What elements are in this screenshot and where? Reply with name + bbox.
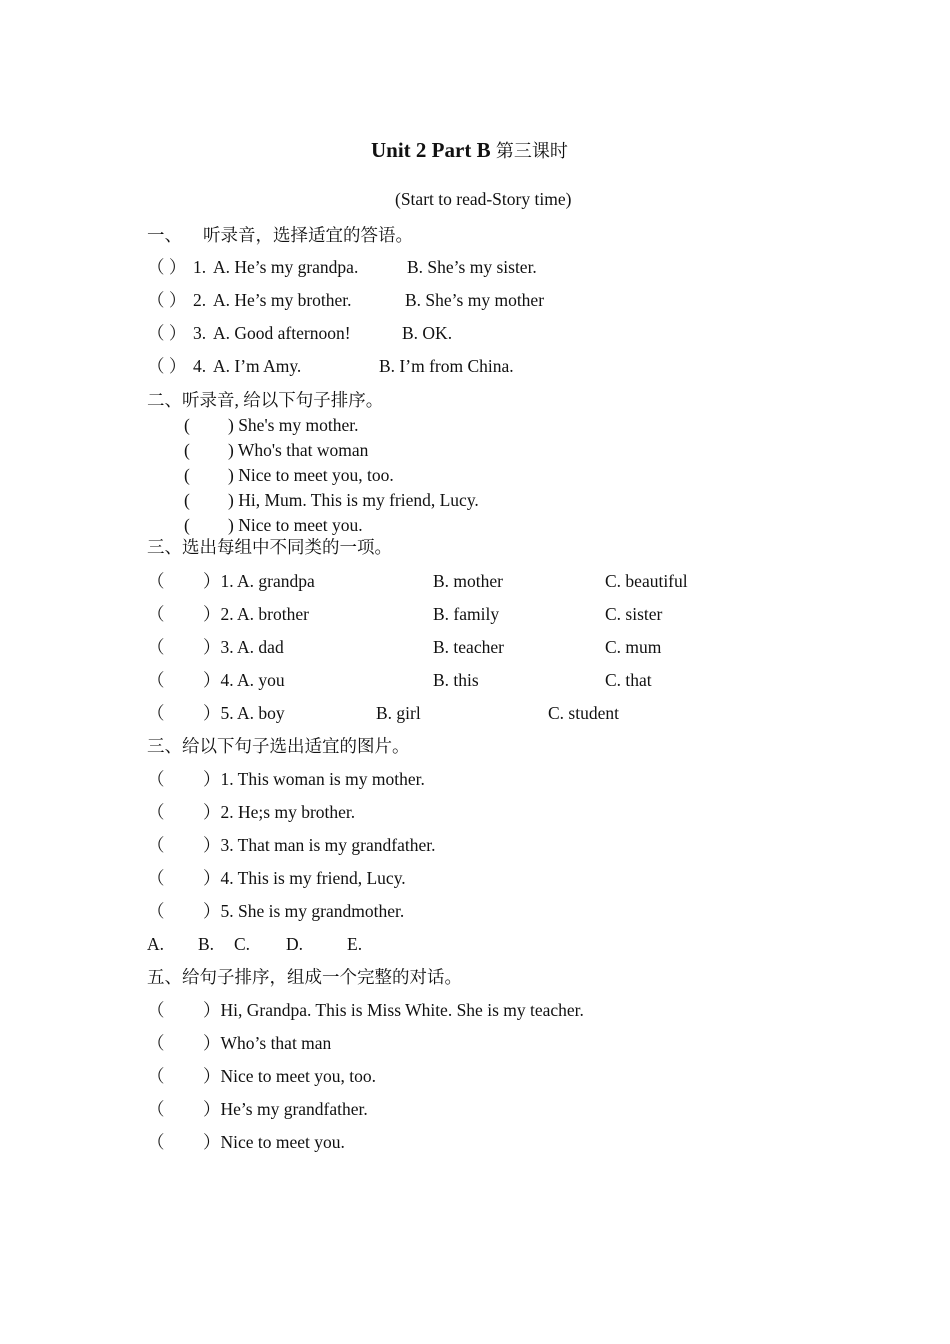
question-number: 4. bbox=[193, 356, 207, 376]
option-a: ）4. A. you bbox=[203, 670, 285, 690]
sentence: ）4. This is my friend, Lucy. bbox=[203, 868, 406, 888]
option-a: A. He’s my grandpa. bbox=[213, 257, 359, 277]
order-bracket[interactable]: ( bbox=[184, 440, 190, 460]
option-b: B. mother bbox=[433, 571, 503, 591]
sentence: ）Nice to meet you. bbox=[203, 1132, 345, 1152]
order-bracket[interactable]: （ bbox=[147, 1099, 165, 1119]
question-number: 2. bbox=[193, 290, 207, 310]
option-a: ）1. A. grandpa bbox=[203, 571, 315, 591]
answer-bracket[interactable]: （ ） bbox=[147, 257, 187, 277]
option-b: B. She’s my mother bbox=[405, 290, 545, 310]
section1-heading-num: 一、 bbox=[147, 225, 182, 245]
option-c: C. sister bbox=[605, 604, 663, 624]
answer-bracket[interactable]: （ ） bbox=[147, 323, 187, 343]
order-bracket[interactable]: ( bbox=[184, 490, 190, 510]
answer-bracket[interactable]: （ bbox=[147, 571, 165, 591]
answer-bracket[interactable]: （ bbox=[147, 604, 165, 624]
question-number: 3. bbox=[193, 323, 207, 343]
order-bracket[interactable]: （ bbox=[147, 1066, 165, 1086]
subtitle: (Start to read-Story time) bbox=[395, 189, 572, 209]
option-c: C. that bbox=[605, 670, 652, 690]
option-a: A. He’s my brother. bbox=[213, 290, 352, 310]
order-bracket[interactable]: ( bbox=[184, 415, 190, 435]
option-a: ）3. A. dad bbox=[203, 637, 284, 657]
option-b: B. She’s my sister. bbox=[407, 257, 537, 277]
option-a: A. I’m Amy. bbox=[213, 356, 302, 376]
option-b: B. I’m from China. bbox=[379, 356, 514, 376]
answer-bracket[interactable]: （ bbox=[147, 835, 165, 855]
sentence: ）Hi, Grandpa. This is Miss White. She is my teacher. bbox=[203, 1000, 584, 1020]
sentence: ）2. He;s my brother. bbox=[203, 802, 356, 822]
section3-heading: 三、选出每组中不同类的一项。 bbox=[147, 537, 392, 557]
picture-option: B. bbox=[198, 934, 215, 954]
sentence: ）1. This woman is my mother. bbox=[203, 769, 425, 789]
option-b: B. teacher bbox=[433, 637, 504, 657]
option-a: A. Good afternoon! bbox=[213, 323, 351, 343]
sentence: ) Nice to meet you, too. bbox=[228, 465, 394, 485]
picture-option: C. bbox=[234, 934, 251, 954]
sentence: ) Who's that woman bbox=[228, 440, 369, 460]
option-c: C. student bbox=[548, 703, 619, 723]
answer-bracket[interactable]: （ bbox=[147, 901, 165, 921]
section1-heading: 听录音，选择适宜的答语。 bbox=[203, 225, 413, 245]
answer-bracket[interactable]: （ ） bbox=[147, 290, 187, 310]
section4-heading: 三、给以下句子选出适宜的图片。 bbox=[147, 736, 410, 756]
option-b: B. this bbox=[433, 670, 479, 690]
picture-option: D. bbox=[286, 934, 304, 954]
answer-bracket[interactable]: （ bbox=[147, 670, 165, 690]
option-b: B. OK. bbox=[402, 323, 453, 343]
order-bracket[interactable]: （ bbox=[147, 1033, 165, 1053]
answer-bracket[interactable]: （ bbox=[147, 769, 165, 789]
option-a: ）5. A. boy bbox=[203, 703, 285, 723]
sentence: ）Nice to meet you, too. bbox=[203, 1066, 377, 1086]
answer-bracket[interactable]: （ ） bbox=[147, 356, 187, 376]
order-bracket[interactable]: （ bbox=[147, 1000, 165, 1020]
order-bracket[interactable]: （ bbox=[147, 1132, 165, 1152]
answer-bracket[interactable]: （ bbox=[147, 703, 165, 723]
section5-heading: 五、给句子排序，组成一个完整的对话。 bbox=[147, 967, 462, 987]
title-lesson: 第三课时 bbox=[495, 141, 568, 161]
order-bracket[interactable]: ( bbox=[184, 465, 190, 485]
picture-option: A. bbox=[147, 934, 165, 954]
option-c: C. mum bbox=[605, 637, 662, 657]
sentence: ）Who’s that man bbox=[203, 1033, 332, 1053]
question-number: 1. bbox=[193, 257, 207, 277]
sentence: ) Hi, Mum. This is my friend, Lucy. bbox=[228, 490, 479, 510]
sentence: ）He’s my grandfather. bbox=[203, 1099, 368, 1119]
sentence: ）3. That man is my grandfather. bbox=[203, 835, 436, 855]
answer-bracket[interactable]: （ bbox=[147, 868, 165, 888]
option-b: B. family bbox=[433, 604, 500, 624]
section2-heading: 二、听录音, 给以下句子排序。 bbox=[147, 390, 384, 410]
option-c: C. beautiful bbox=[605, 571, 688, 591]
sentence: ）5. She is my grandmother. bbox=[203, 901, 405, 921]
answer-bracket[interactable]: （ bbox=[147, 802, 165, 822]
page-title bbox=[371, 140, 568, 161]
sentence: ) Nice to meet you. bbox=[228, 515, 363, 535]
option-b: B. girl bbox=[376, 703, 421, 723]
title-main: Unit 2 Part B bbox=[371, 138, 491, 162]
answer-bracket[interactable]: （ bbox=[147, 637, 165, 657]
order-bracket[interactable]: ( bbox=[184, 515, 190, 535]
sentence: ) She's my mother. bbox=[228, 415, 359, 435]
option-a: ）2. A. brother bbox=[203, 604, 309, 624]
picture-option: E. bbox=[347, 934, 363, 954]
